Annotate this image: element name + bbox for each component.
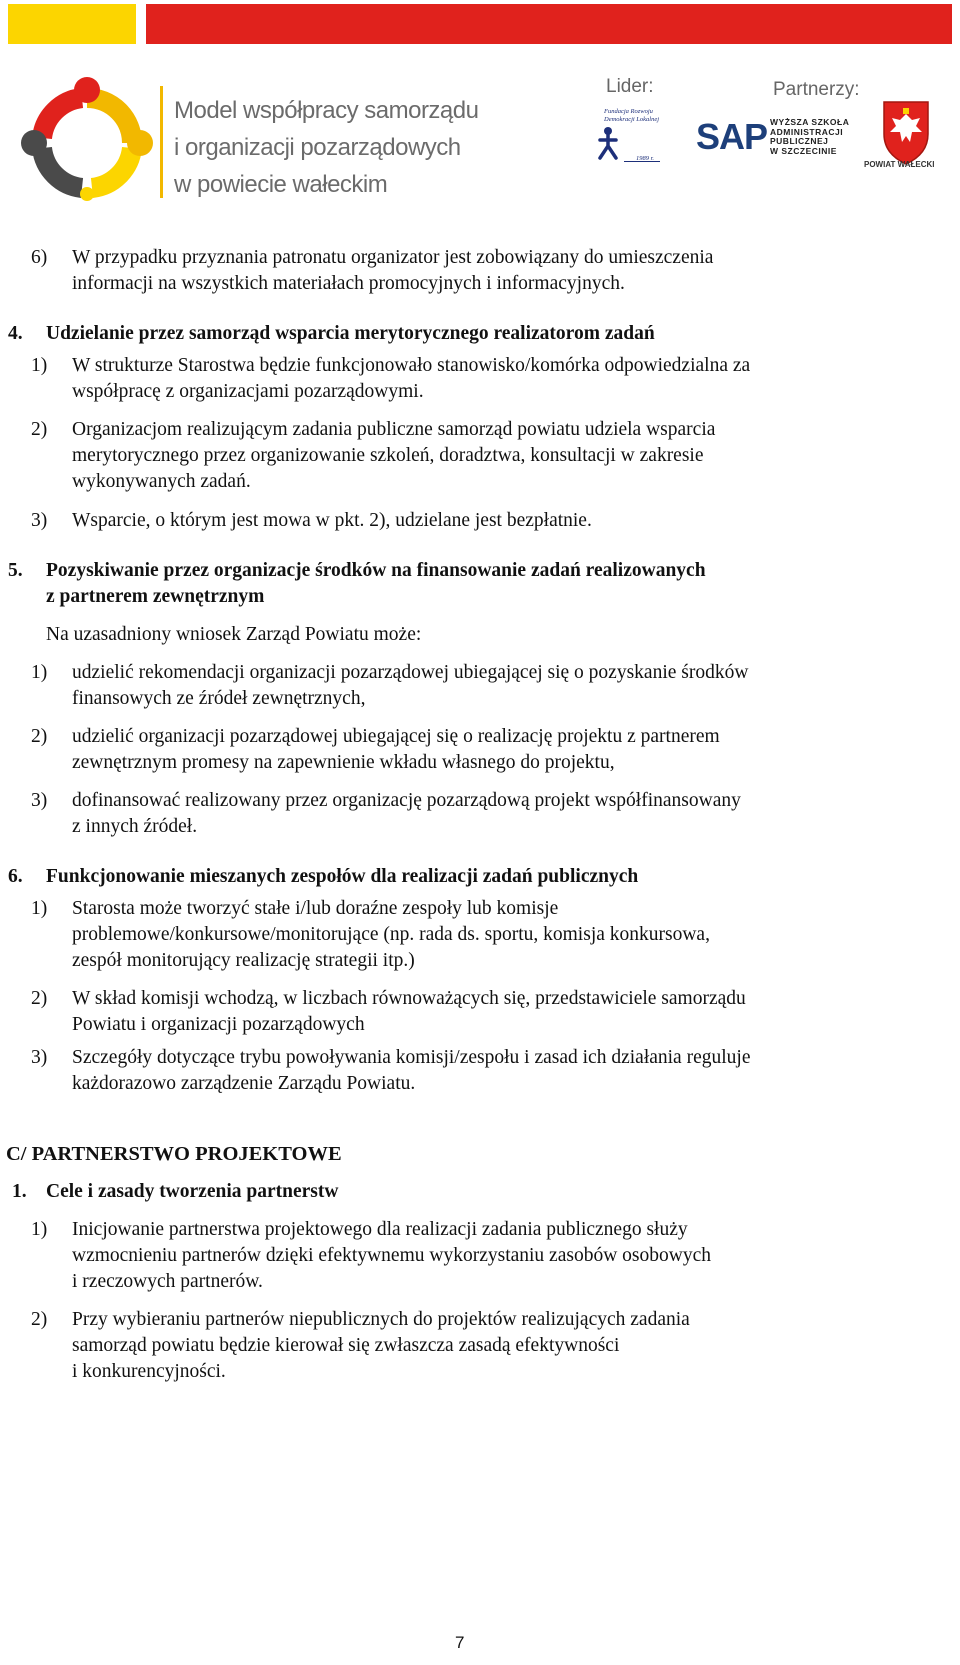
list-number: 2) — [31, 419, 48, 440]
paragraph-line: samorząd powiatu będzie kierował się zwłaszcza zasadą efektywności — [72, 1335, 620, 1356]
powiat-label: POWIAT WAŁECKI — [864, 160, 935, 169]
paragraph-line: Przy wybieraniu partnerów niepublicznych do projektów realizujących zadania — [72, 1309, 690, 1330]
paragraph-line: Szczegóły dotyczące trybu powoływania komisji/zespołu i zasad ich działania reguluje — [72, 1047, 751, 1068]
paragraph-line: wykonywanych zadań. — [72, 471, 251, 492]
list-number: 1) — [31, 898, 48, 919]
paragraph-line: informacji na wszystkich materiałach promocyjnych i informacyjnych. — [72, 273, 625, 294]
section-title: Udzielanie przez samorząd wsparcia merytorycznego realizatorom zadań — [46, 323, 655, 344]
sap-school-name — [770, 118, 849, 156]
paragraph-line: problemowe/konkursowe/monitorujące (np. rada ds. sportu, komisja konkursowa, — [72, 924, 710, 945]
list-number: 6) — [31, 247, 48, 268]
paragraph-line: W skład komisji wchodzą, w liczbach równoważących się, przedstawiciele samorządu — [72, 988, 746, 1009]
section-number: 4. — [8, 323, 23, 344]
paragraph-line: każdorazowo zarządzenie Zarządu Powiatu. — [72, 1073, 416, 1094]
partners-label: Partnerzy: — [773, 79, 860, 100]
paragraph-line: i konkurencyjności. — [72, 1361, 226, 1382]
fundacja-year: 1989 r. — [636, 155, 655, 162]
fundacja-name-line: Demokracji Lokalnej — [604, 116, 660, 123]
logo-divider — [160, 86, 163, 198]
section-number: 6. — [8, 866, 23, 887]
paragraph-line: zespół monitorujący realizację strategii itp.) — [72, 950, 415, 971]
list-number: 2) — [31, 988, 48, 1009]
sap-line: PUBLICZNEJ — [770, 136, 829, 146]
section-title: Funkcjonowanie mieszanych zespołów dla realizacji zadań publicznych — [46, 866, 639, 887]
paragraph-line: dofinansować realizowany przez organizację pozarządową projekt współfinansowany — [72, 790, 741, 811]
section-title: Cele i zasady tworzenia partnerstw — [46, 1181, 339, 1202]
paragraph-line: Powiatu i organizacji pozarządowych — [72, 1014, 365, 1035]
paragraph-line: udzielić organizacji pozarządowej ubiegającej się o realizację projektu z partnerem — [72, 726, 720, 747]
fundacja-figure-icon — [594, 126, 622, 160]
list-number: 2) — [31, 726, 48, 747]
list-number: 3) — [31, 1047, 48, 1068]
project-logo-icon — [20, 76, 155, 201]
paragraph-line: Starosta może tworzyć stałe i/lub doraźne zespoły lub komisje — [72, 898, 559, 919]
paragraph-line: Inicjowanie partnerstwa projektowego dla realizacji zadania publicznego służy — [72, 1219, 688, 1240]
fundacja-name — [604, 108, 659, 124]
list-number: 1) — [31, 1219, 48, 1240]
paragraph-line: zewnętrznym promesy na zapewnienie wkładu własnego do projektu, — [72, 752, 615, 773]
paragraph-line: W strukturze Starostwa będzie funkcjonowało stanowisko/komórka odpowiedzialna za — [72, 355, 751, 376]
paragraph-line: Organizacjom realizującym zadania publiczne samorząd powiatu udziela wsparcia — [72, 419, 716, 440]
list-number: 1) — [31, 662, 48, 683]
paragraph-line: finansowych ze źródeł zewnętrznych, — [72, 688, 366, 709]
paragraph-line: z innych źródeł. — [72, 816, 198, 837]
sap-line: W SZCZECINIE — [770, 145, 837, 156]
paragraph-line: merytorycznego przez organizowanie szkoleń, doradztwa, konsultacji w zakresie — [72, 445, 704, 466]
header-yellow-bar — [8, 4, 136, 44]
part-heading: C/ PARTNERSTWO PROJEKTOWE — [6, 1143, 342, 1165]
powiat-crest-icon — [878, 98, 934, 168]
paragraph-line: i rzeczowych partnerów. — [72, 1271, 263, 1292]
page-number: 7 — [455, 1633, 465, 1652]
section-number: 5. — [8, 560, 23, 581]
sap-wordmark: SAP — [696, 116, 768, 157]
project-title-line: Model współpracy samorządu — [174, 97, 479, 124]
paragraph-line: udzielić rekomendacji organizacji pozarządowej ubiegającej się o pozyskanie środków — [72, 662, 749, 683]
fundacja-logo — [594, 108, 664, 164]
list-number: 1) — [31, 355, 48, 376]
paragraph-line: współpracę z organizacjami pozarządowymi. — [72, 381, 424, 402]
paragraph-line: Na uzasadniony wniosek Zarząd Powiatu może: — [46, 624, 422, 645]
list-number: 3) — [31, 790, 48, 811]
paragraph-line: Wsparcie, o którym jest mowa w pkt. 2), udzielane jest bezpłatnie. — [72, 510, 592, 531]
sap-line: ADMINISTRACJI — [770, 126, 844, 137]
list-number: 3) — [31, 510, 48, 531]
sap-line: WYŻSZA SZKOŁA — [770, 117, 850, 127]
project-title — [174, 92, 478, 203]
fundacja-name-line: Fundacja Rozwoju — [604, 108, 653, 115]
project-title-line: i organizacji pozarządowych — [174, 134, 461, 161]
header-red-bar — [146, 4, 952, 44]
paragraph-line: W przypadku przyznania patronatu organizator jest zobowiązany do umieszczenia — [72, 247, 714, 268]
project-title-line: w powiecie wałeckim — [174, 171, 388, 198]
list-number: 2) — [31, 1309, 48, 1330]
section-title: z partnerem zewnętrznym — [46, 586, 265, 607]
leader-label: Lider: — [606, 76, 654, 97]
section-title: Pozyskiwanie przez organizacje środków na finansowanie zadań realizowanych — [46, 560, 706, 581]
paragraph-line: wzmocnieniu partnerów dzięki efektywnemu wykorzystaniu zasobów osobowych — [72, 1245, 711, 1266]
section-number: 1. — [12, 1181, 27, 1202]
